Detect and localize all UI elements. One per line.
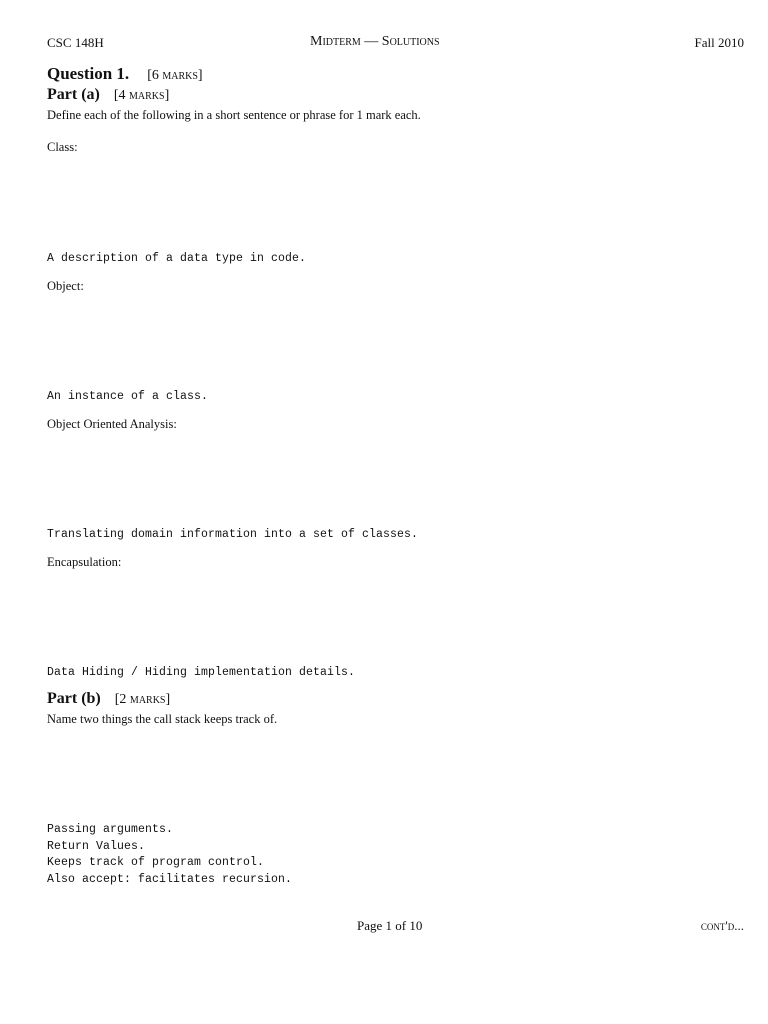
continued-marker: cont'd... — [700, 918, 744, 933]
page-number: Page 1 of 10 — [357, 918, 423, 933]
answer-line: Passing arguments. — [47, 823, 174, 836]
document-title: Midterm — Solutions — [310, 34, 440, 49]
part-a-marks: [4 marks] — [113, 88, 170, 103]
course-code: CSC 148H — [47, 35, 104, 50]
part-b-answers — [47, 822, 292, 888]
part-a-heading — [47, 86, 169, 104]
answer-line: Also accept: facilitates recursion. — [47, 872, 293, 886]
part-a-instruction: Define each of the following in a short sentence or phrase for 1 mark each. — [47, 108, 421, 122]
answer-encapsulation: Data Hiding / Hiding implementation details. — [47, 666, 356, 679]
question-heading — [47, 64, 203, 84]
part-a-label: Part (a) — [47, 86, 100, 103]
term: Fall 2010 — [694, 35, 744, 50]
term-ooa: Object Oriented Analysis: — [47, 417, 177, 431]
part-b-heading — [47, 690, 170, 708]
answer-ooa: Translating domain information into a set of classes. — [47, 528, 419, 541]
question-title: Question 1. — [47, 64, 130, 83]
term-object: Object: — [47, 279, 84, 293]
part-b-marks: [2 marks] — [114, 692, 171, 707]
question-marks: [6 marks] — [147, 68, 203, 83]
answer-object: An instance of a class. — [47, 390, 209, 403]
term-encapsulation: Encapsulation: — [47, 555, 122, 569]
answer-line: Keeps track of program control. — [47, 856, 265, 869]
answer-line: Return Values. — [47, 839, 146, 853]
term-class: Class: — [47, 140, 78, 154]
part-b-label: Part (b) — [47, 690, 101, 707]
part-b-instruction: Name two things the call stack keeps track of. — [47, 712, 278, 726]
answer-class: A description of a data type in code. — [47, 252, 307, 265]
